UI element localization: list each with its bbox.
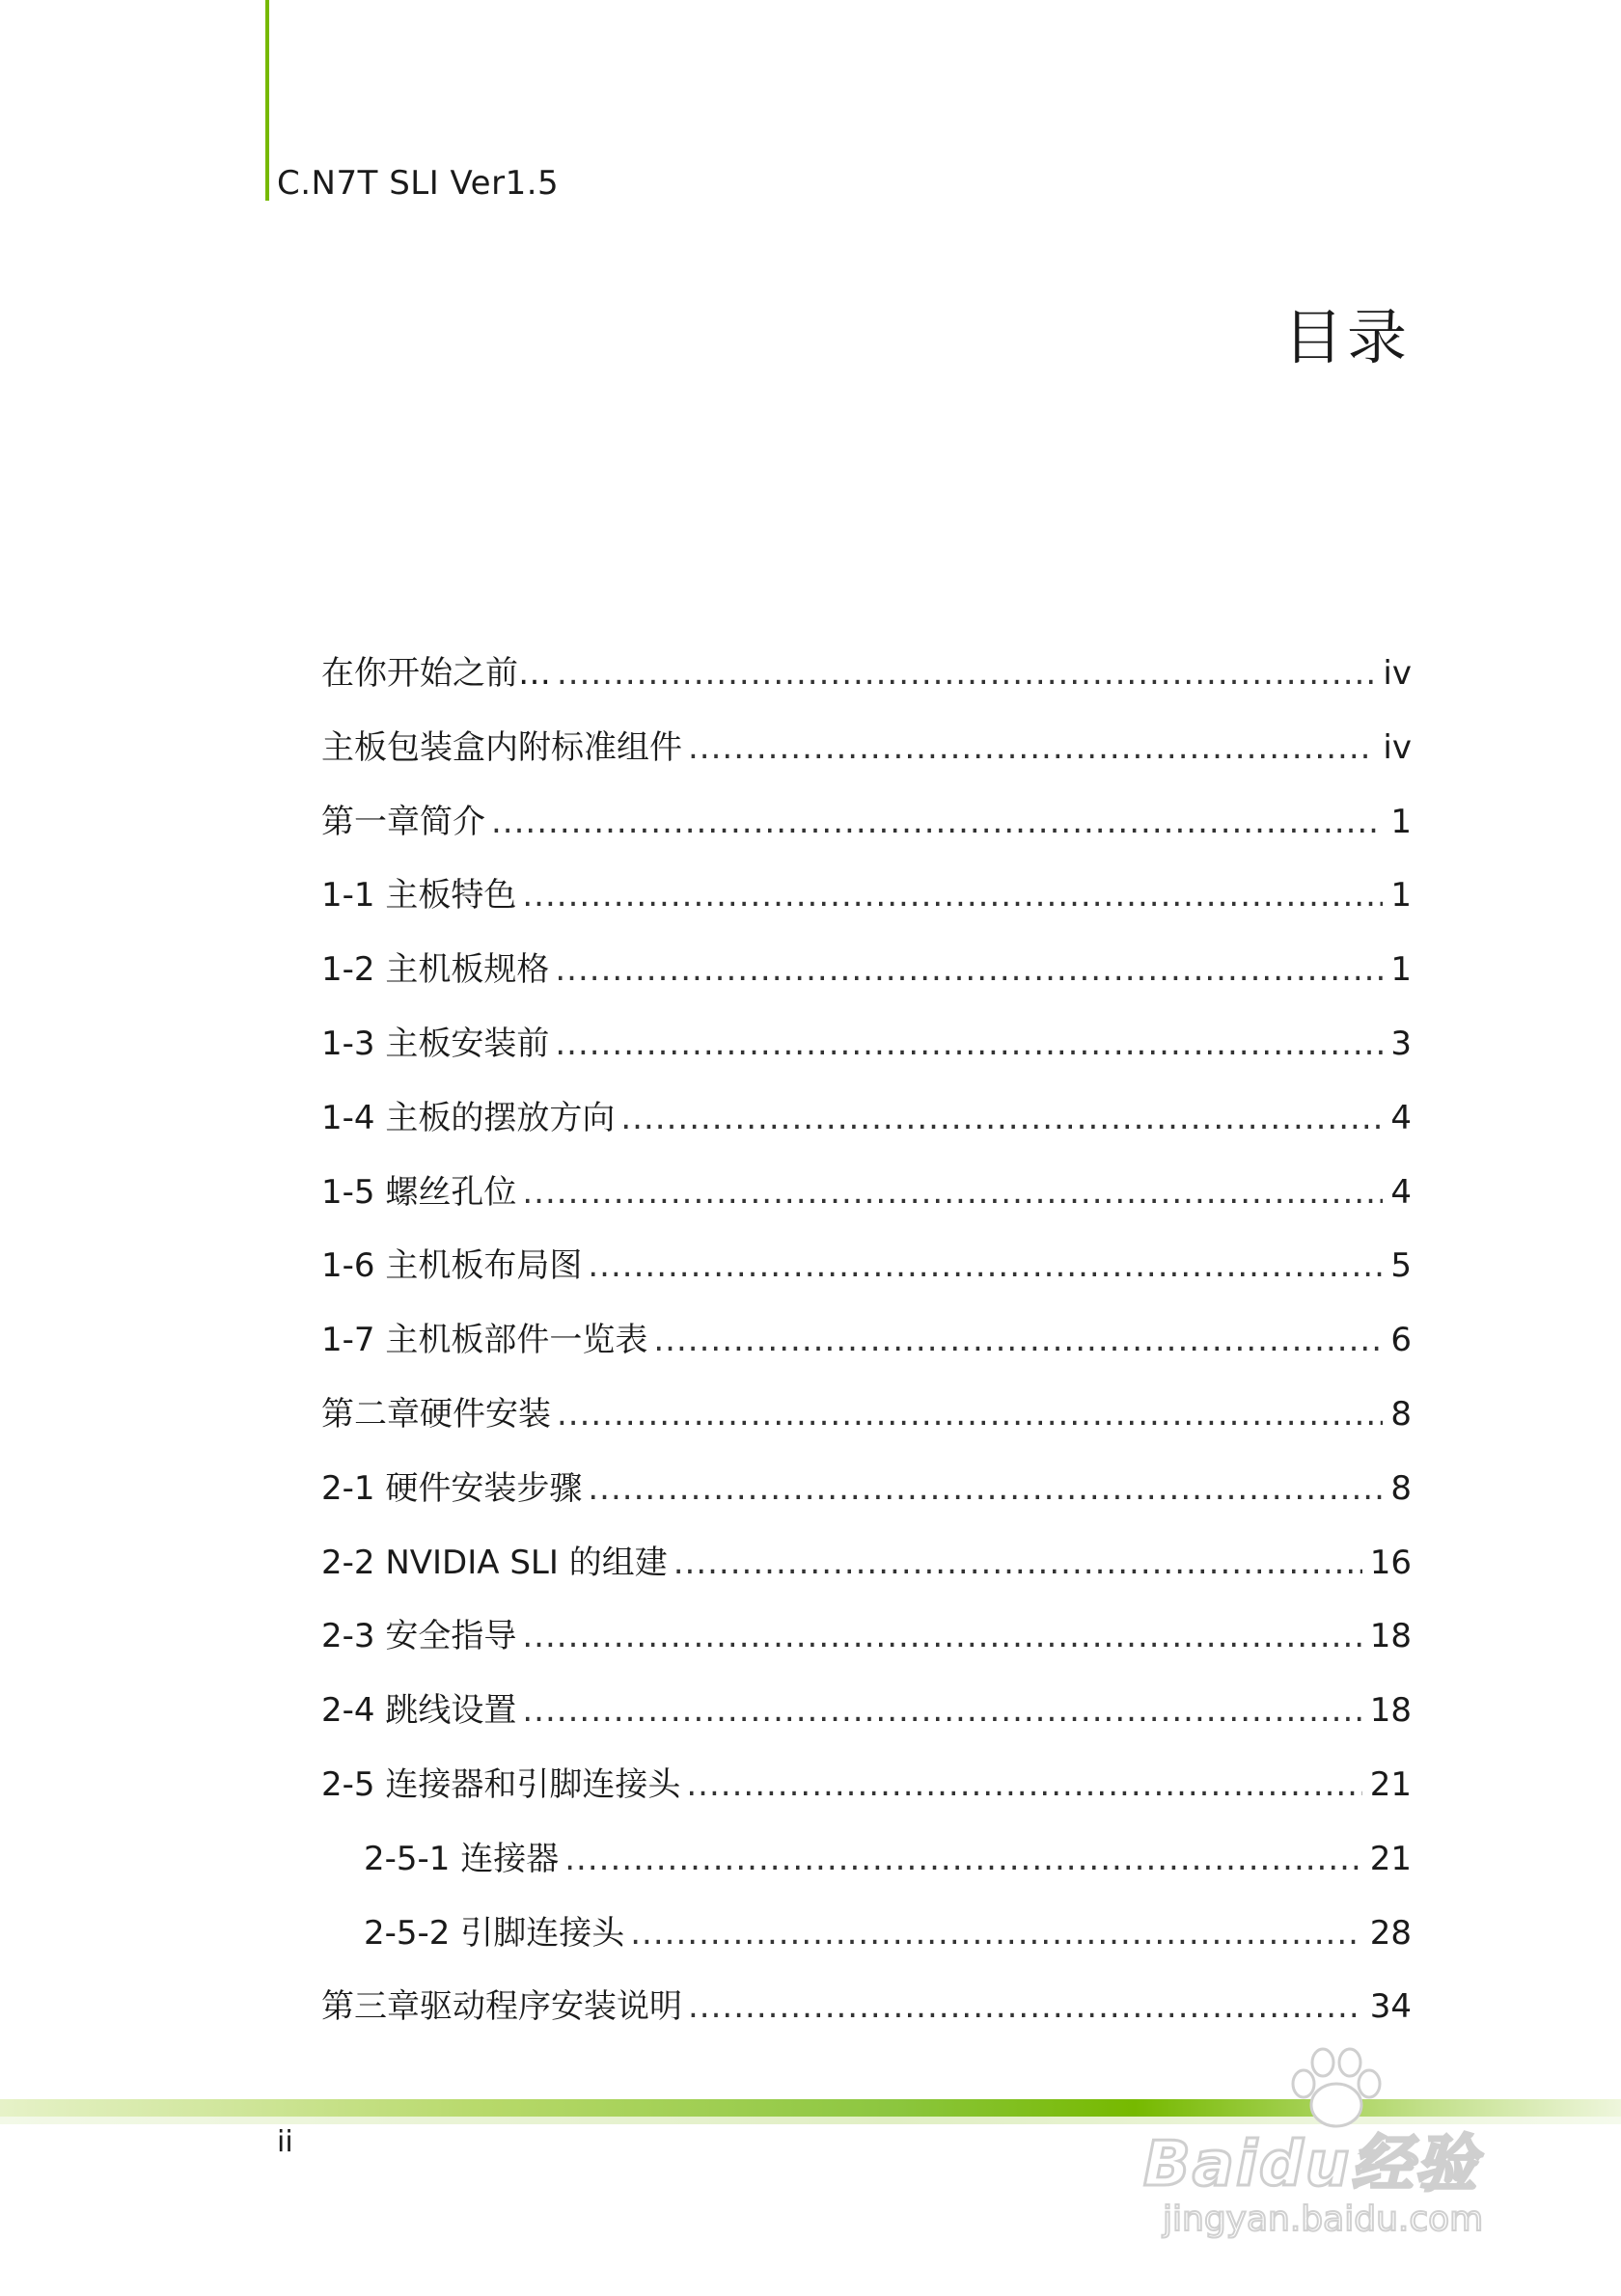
toc-entry-page: 4 (1390, 1098, 1412, 1137)
toc-dot-leader (588, 1469, 1383, 1508)
toc-dot-leader (688, 728, 1375, 767)
toc-entry-label: 1-6 主机板布局图 (321, 1246, 583, 1286)
toc-entry-label: 第二章硬件安装 (321, 1394, 551, 1434)
toc-entry-label: 2-3 安全指导 (321, 1617, 517, 1656)
toc-dot-leader (557, 1395, 1383, 1434)
toc-entry-label: 在你开始之前… (321, 654, 551, 693)
toc-entry-page: 1 (1390, 876, 1412, 916)
toc-entry-page: 34 (1369, 1987, 1412, 2027)
toc-dot-leader (522, 1617, 1361, 1655)
toc-entry[interactable] (321, 1017, 1412, 1091)
toc-entry[interactable] (321, 795, 1412, 869)
toc-entry-label: 1-5 螺丝孔位 (321, 1172, 517, 1212)
toc-entry-label: 第三章驱动程序安装说明 (321, 1987, 682, 2027)
toc-entry[interactable] (321, 868, 1412, 943)
toc-entry-page: 8 (1390, 1394, 1412, 1434)
toc-entry[interactable] (321, 1906, 1412, 1981)
toc-entry-label: 2-5 连接器和引脚连接头 (321, 1764, 681, 1804)
toc-entry-label: 1-2 主机板规格 (321, 950, 550, 990)
document-header: C.N7T SLI Ver1.5 (277, 164, 560, 203)
toc-entry[interactable] (321, 721, 1412, 795)
toc-entry-page: 21 (1369, 1839, 1412, 1878)
toc-entry-page: 18 (1369, 1617, 1412, 1656)
watermark-url: jingyan.baidu.com (1163, 2200, 1484, 2239)
toc-entry-page: 1 (1390, 950, 1412, 990)
toc-entry[interactable] (321, 646, 1412, 721)
toc-entry-page: 5 (1390, 1246, 1412, 1286)
toc-entry[interactable] (321, 1536, 1412, 1610)
toc-dot-leader (564, 1840, 1361, 1878)
toc-entry-label: 1-7 主机板部件一览表 (321, 1321, 648, 1360)
toc-dot-leader (686, 1765, 1361, 1804)
toc-entry-label: 2-5-1 连接器 (364, 1839, 560, 1878)
toc-dot-leader (522, 1691, 1361, 1730)
header-accent-rule (265, 0, 269, 201)
toc-entry-label: 1-1 主板特色 (321, 876, 517, 916)
toc-entry-label: 2-5-2 引脚连接头 (364, 1913, 625, 1953)
toc-dot-leader (522, 876, 1383, 915)
toc-dot-leader (673, 1544, 1362, 1582)
page-title: 目录 (1282, 302, 1411, 372)
toc-entry-page: 6 (1390, 1321, 1412, 1360)
toc-entry-page: 1 (1390, 802, 1412, 841)
toc-dot-leader (630, 1914, 1361, 1953)
toc-dot-leader (588, 1246, 1383, 1285)
toc-entry-label: 主板包装盒内附标准组件 (321, 727, 682, 767)
toc-dot-leader (555, 1025, 1383, 1063)
toc-entry-label: 1-3 主板安装前 (321, 1024, 550, 1063)
watermark (1143, 2045, 1549, 2248)
toc-entry[interactable] (321, 1091, 1412, 1165)
toc-entry-page: iv (1383, 654, 1412, 693)
table-of-contents (321, 646, 1412, 2054)
toc-entry[interactable] (321, 1387, 1412, 1462)
toc-dot-leader (620, 1099, 1383, 1137)
toc-dot-leader (688, 1987, 1362, 2026)
toc-entry[interactable] (321, 1165, 1412, 1240)
toc-entry[interactable] (321, 1609, 1412, 1683)
toc-entry-page: 8 (1390, 1468, 1412, 1508)
toc-entry[interactable] (321, 1980, 1412, 2054)
toc-entry[interactable] (321, 1462, 1412, 1536)
page-number: ii (277, 2125, 293, 2159)
toc-entry-page: 21 (1369, 1764, 1412, 1804)
toc-entry[interactable] (321, 1239, 1412, 1313)
toc-dot-leader (491, 803, 1383, 841)
toc-entry-page: 16 (1369, 1543, 1412, 1582)
toc-entry-page: 18 (1369, 1691, 1412, 1731)
toc-entry-page: 28 (1369, 1913, 1412, 1953)
toc-entry-page: iv (1383, 727, 1412, 767)
toc-dot-leader (555, 950, 1383, 989)
toc-entry[interactable] (321, 943, 1412, 1017)
watermark-brand: Baidu经验 (1143, 2129, 1479, 2200)
toc-dot-leader (653, 1321, 1383, 1359)
toc-dot-leader (557, 654, 1375, 693)
toc-entry[interactable] (321, 1758, 1412, 1832)
toc-entry[interactable] (321, 1683, 1412, 1758)
toc-entry[interactable] (321, 1832, 1412, 1906)
toc-entry-label: 2-1 硬件安装步骤 (321, 1468, 583, 1508)
toc-dot-leader (522, 1173, 1383, 1212)
toc-entry-page: 4 (1390, 1172, 1412, 1212)
toc-entry-label: 2-2 NVIDIA SLI 的组建 (321, 1543, 668, 1582)
toc-entry-page: 3 (1390, 1024, 1412, 1063)
toc-entry-label: 2-4 跳线设置 (321, 1691, 517, 1731)
toc-entry-label: 第一章简介 (321, 802, 485, 841)
toc-entry-label: 1-4 主板的摆放方向 (321, 1098, 616, 1137)
toc-entry[interactable] (321, 1313, 1412, 1387)
